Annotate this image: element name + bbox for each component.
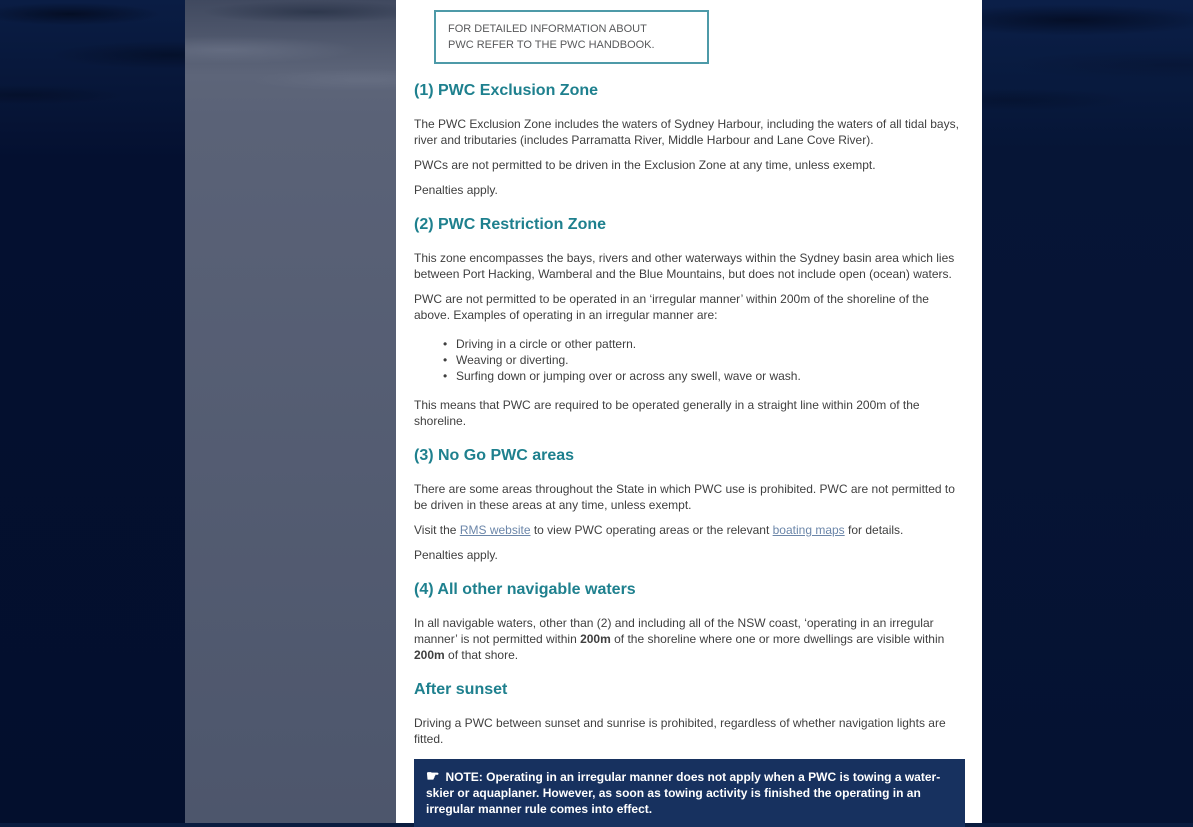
ocean-background-left bbox=[0, 0, 185, 823]
restriction-zone-rule: PWC are not permitted to be operated in an ‘irregular manner’ within 200m of the shoreline of the above. Examples of operating in an irregular manner are: bbox=[414, 292, 929, 322]
irregular-manner-list bbox=[414, 336, 960, 384]
ocean-background-middle bbox=[185, 0, 396, 823]
handbook-info-box bbox=[434, 10, 709, 64]
visit-text-post: for details. bbox=[844, 523, 904, 537]
navigable-text-c: of the shoreline where one or more dwellings are visible within bbox=[610, 632, 945, 646]
note-text: NOTE: Operating in an irregular manner does not apply when a PWC is towing a water-skier or aquaplaner. However, as soon as towing activity is finished the operating in an irregular manner rule comes into effect. bbox=[426, 770, 941, 816]
navigable-text-a: In all navigable waters, other than (2) and including all of the NSW coast, ‘operating in an irregular manner’ is not permitted within bbox=[414, 616, 934, 646]
navigable-waters-paragraph bbox=[414, 615, 960, 663]
note-callout-box bbox=[414, 759, 965, 827]
pointing-hand-icon: ☛ bbox=[426, 768, 440, 785]
heading-pwc-exclusion-zone: (1) PWC Exclusion Zone bbox=[414, 82, 599, 99]
no-go-description: There are some areas throughout the State in which PWC use is prohibited. PWC are not permitted to be driven in these areas at any time, unless exempt. bbox=[414, 482, 955, 512]
no-go-penalties: Penalties apply. bbox=[414, 548, 498, 562]
exclusion-penalties: Penalties apply. bbox=[414, 183, 498, 197]
exclusion-zone-rule: PWCs are not permitted to be driven in the Exclusion Zone at any time, unless exempt. bbox=[414, 158, 876, 172]
ocean-background-right bbox=[982, 0, 1193, 823]
heading-all-other-navigable-waters: (4) All other navigable waters bbox=[414, 581, 636, 598]
rms-website-link[interactable]: RMS website bbox=[459, 523, 531, 537]
restriction-zone-description: This zone encompasses the bays, rivers and other waterways within the Sydney basin area which lies between Port Hacking, Wamberal and the Blue Mountains, but does not include open (ocean) waters. bbox=[414, 251, 955, 281]
distance-200m-bold: 200m bbox=[414, 648, 445, 662]
heading-no-go-pwc-areas: (3) No Go PWC areas bbox=[414, 447, 575, 464]
list-item: • Driving in a circle or other pattern. bbox=[443, 336, 960, 352]
handbook-info-line1: FOR DETAILED INFORMATION ABOUT bbox=[448, 23, 647, 35]
handbook-info-line2: PWC REFER TO THE PWC HANDBOOK. bbox=[448, 39, 655, 51]
visit-text-mid: to view PWC operating areas or the relevant bbox=[530, 523, 773, 537]
after-sunset-paragraph: Driving a PWC between sunset and sunrise is prohibited, regardless of whether navigation lights are fitted. bbox=[414, 716, 946, 746]
visit-links-paragraph bbox=[414, 522, 960, 538]
distance-200m-bold: 200m bbox=[580, 632, 611, 646]
exclusion-zone-description: The PWC Exclusion Zone includes the waters of Sydney Harbour, including the waters of all tidal bays, river and tributaries (includes Parramatta River, Middle Harbour and Lane Cove River). bbox=[414, 117, 959, 147]
list-item: • Weaving or diverting. bbox=[443, 352, 960, 368]
page-content bbox=[396, 0, 982, 823]
heading-after-sunset: After sunset bbox=[414, 681, 508, 698]
heading-pwc-restriction-zone: (2) PWC Restriction Zone bbox=[414, 216, 607, 233]
list-item: • Surfing down or jumping over or across any swell, wave or wash. bbox=[443, 368, 960, 384]
boating-maps-link[interactable]: boating maps bbox=[772, 523, 845, 537]
visit-text-pre: Visit the bbox=[414, 523, 460, 537]
navigable-text-d: of that shore. bbox=[444, 648, 519, 662]
restriction-zone-summary: This means that PWC are required to be operated generally in a straight line within 200m of the shoreline. bbox=[414, 398, 920, 428]
